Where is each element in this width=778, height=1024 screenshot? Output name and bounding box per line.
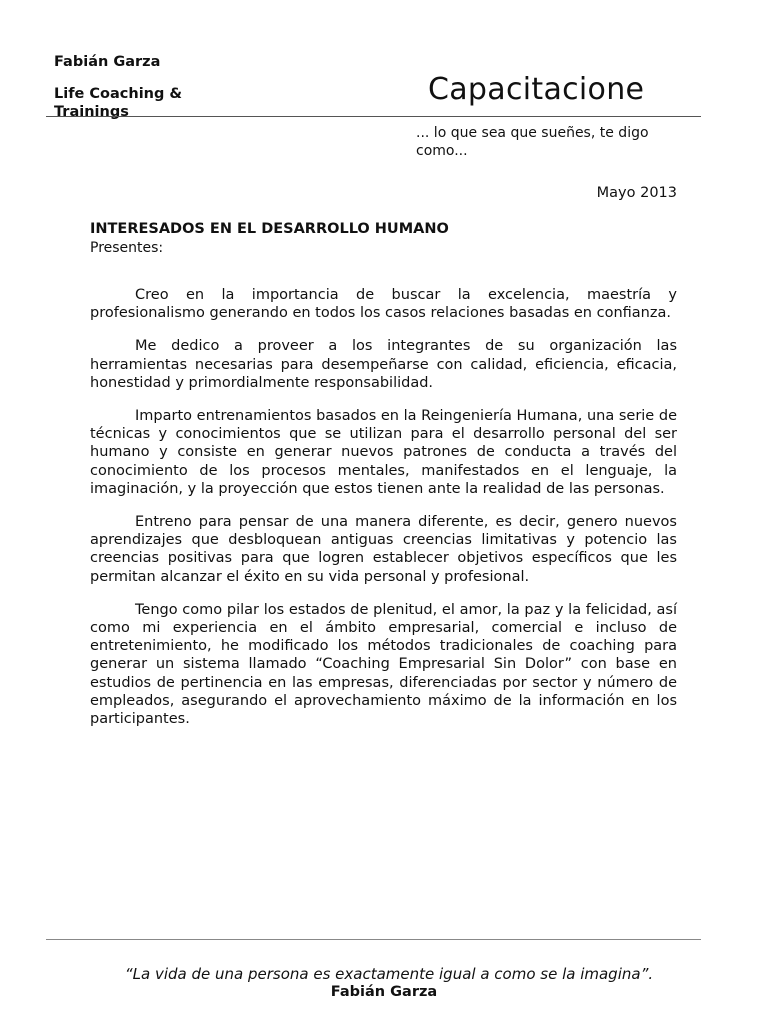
letter-heading: INTERESADOS EN EL DESARROLLO HUMANO	[90, 221, 449, 237]
footer-quote-author: Fabián Garza	[330, 984, 438, 1000]
letter-date: Mayo 2013	[596, 185, 677, 201]
footer-quote: “La vida de una persona es exactamente igual a como se la imagina”.	[124, 965, 654, 983]
body-paragraph: Creo en la importancia de buscar la excelencia, maestría y profesionalismo generando en todos los casos relaciones basadas en confianza.	[90, 287, 677, 322]
letter-body	[90, 286, 677, 743]
header-divider	[46, 116, 701, 117]
body-paragraph: Me dedico a proveer a los integrantes de su organización las herramientas necesarias para desempeñarse con calidad, eficiencia, eficacia, honestidad y primordialmente responsabilidad.	[90, 338, 677, 391]
sender-name: Fabián Garza	[54, 54, 161, 70]
header-tagline: ... lo que sea que sueñes, te digo como...	[416, 125, 649, 159]
sender-subtitle: Life Coaching & Trainings	[54, 86, 183, 120]
letter-greeting: Presentes:	[90, 240, 164, 256]
header-title: Capacitacione	[428, 72, 645, 107]
body-paragraph: Imparto entrenamientos basados en la Reingeniería Humana, una serie de técnicas y conocimientos que se utilizan para el desarrollo personal del ser humano y consiste en generar nuevos patrones de conducta a través del conocimiento de los procesos mentales, manifestados en el lenguaje, la imaginación, y la proyección que estos tienen ante la realidad de las personas.	[90, 408, 677, 497]
footer-divider	[46, 939, 701, 940]
body-paragraph: Tengo como pilar los estados de plenitud, el amor, la paz y la felicidad, así como mi experiencia en el ámbito empresarial, comercial e incluso de entretenimiento, he modificado los métodos tradicionales de coaching para generar un sistema llamado “Coaching Empresarial Sin Dolor” con base en estudios de pertinencia en las empresas, diferenciadas por sector y número de empleados, asegurando el aprovechamiento máximo de la información en los participantes.	[90, 601, 677, 728]
body-paragraph: Entreno para pensar de una manera diferente, es decir, genero nuevos aprendizajes que desbloquean antiguas creencias limitativas y potencio las creencias positivas para que logren establecer objetivos específicos que les permitan alcanzar el éxito en su vida personal y profesional.	[90, 514, 677, 585]
